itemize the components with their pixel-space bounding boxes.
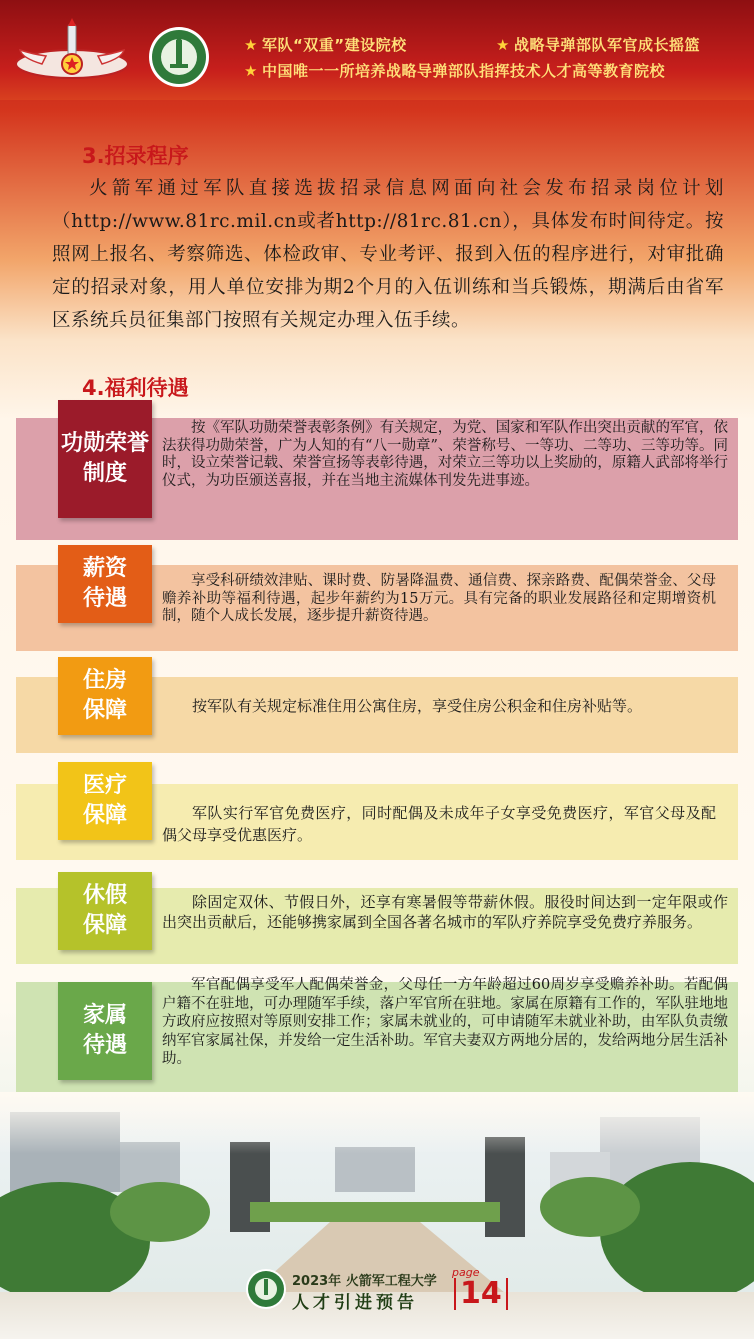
welfare-text-vacation: 除固定双休、节假日外，还享有寒暑假等带薪休假。服役时间达到一定年限或作出突出贡献后，还能够携家属到全国各著名城市的军队疗养院享受免费疗养服务。	[162, 893, 728, 931]
slogan-cradle: ★ 战略导弹部队军官成长摇篮	[496, 36, 700, 54]
welfare-text-housing: 按军队有关规定标准住用公寓住房，享受住房公积金和住房补贴等。	[192, 697, 643, 715]
welfare-text-medical: 军队实行军官免费医疗，同时配偶及未成年子女享受免费医疗，军官父母及配偶父母享受优惠医疗。	[162, 804, 716, 844]
university-seal-icon	[148, 26, 210, 88]
welfare-tab-vacation: 休假 保障	[58, 872, 152, 950]
welfare-tab-housing: 住房 保障	[58, 657, 152, 735]
star-icon: ★	[244, 62, 258, 80]
section-title-recruitment: 3.招录程序	[82, 144, 189, 168]
welfare-text-honor: 按《军队功勋荣誉表彰条例》有关规定，为党、国家和军队作出突出贡献的军官，依法获得功勋荣誉，广为人知的有“八一勋章”、荣誉称号、一等功、二等功、三等功等。同时，设立荣誉记载、荣誉宣扬等表彰待遇，对荣立三等功以上奖励的，原籍人武部将举行仪式，为功臣颁送喜报，并在当地主流媒体刊发先进事迹。	[162, 420, 728, 489]
welfare-tab-family: 家属 待遇	[58, 982, 152, 1080]
footer-seal-icon	[245, 1268, 287, 1310]
slogan-unique: ★ 中国唯一一所培养战略导弹部队指挥技术人才高等教育院校	[244, 62, 665, 80]
footer-title: 2023年 火箭军工程大学	[292, 1274, 437, 1289]
welfare-text-salary: 享受科研绩效津贴、课时费、防暑降温费、通信费、探亲路费、配偶荣誉金、父母赡养补助等福利待遇，起步年薪约为15万元。具有完备的职业发展路径和定期增资机制，随个人成长发展，逐步提升薪资待遇。	[162, 573, 716, 624]
welfare-tab-medical: 医疗 保障	[58, 762, 152, 840]
star-icon: ★	[496, 36, 510, 54]
welfare-tab-honor: 功勋荣誉 制度	[58, 400, 152, 518]
footer-subtitle: 人才引进预告	[292, 1293, 418, 1313]
welfare-tab-salary: 薪资 待遇	[58, 545, 152, 623]
page-number: 14	[454, 1278, 508, 1310]
welfare-text-family: 军官配偶享受军人配偶荣誉金，父母任一方年龄超过60周岁享受赡养补助。若配偶户籍不在驻地，可办理随军手续，落户军官所在驻地。家属在原籍有工作的，军队驻地地方政府应按照对等原则安排工作；家属未就业的，可申请随军未就业补助，由军队负责缴纳军官家属社保，并发给一定生活补助。军官夫妻双方两地分居的，发给两地分居生活补助。	[162, 977, 728, 1067]
star-icon: ★	[244, 36, 258, 54]
page-label: page	[452, 1266, 480, 1279]
section-title-welfare: 4.福利待遇	[82, 376, 189, 400]
recruitment-paragraph: 火箭军通过军队直接选拔招录信息网面向社会发布招录岗位计划（http://www.81rc.mil.cn或者http://81rc.81.cn），具体发布时间待定。按照网上报名、考察筛选、体检政审、专业考评、报到入伍的程序进行，对审批确定的招录对象，用人单位安排为期2个月的入伍训练和当兵锻炼，期满后由省军区系统兵员征集部门按照有关规定办理入伍手续。	[52, 178, 724, 331]
rocket-force-emblem-icon	[12, 18, 132, 84]
header-banner	[0, 0, 754, 100]
slogan-dual-key: ★ 军队“双重”建设院校	[244, 36, 407, 54]
